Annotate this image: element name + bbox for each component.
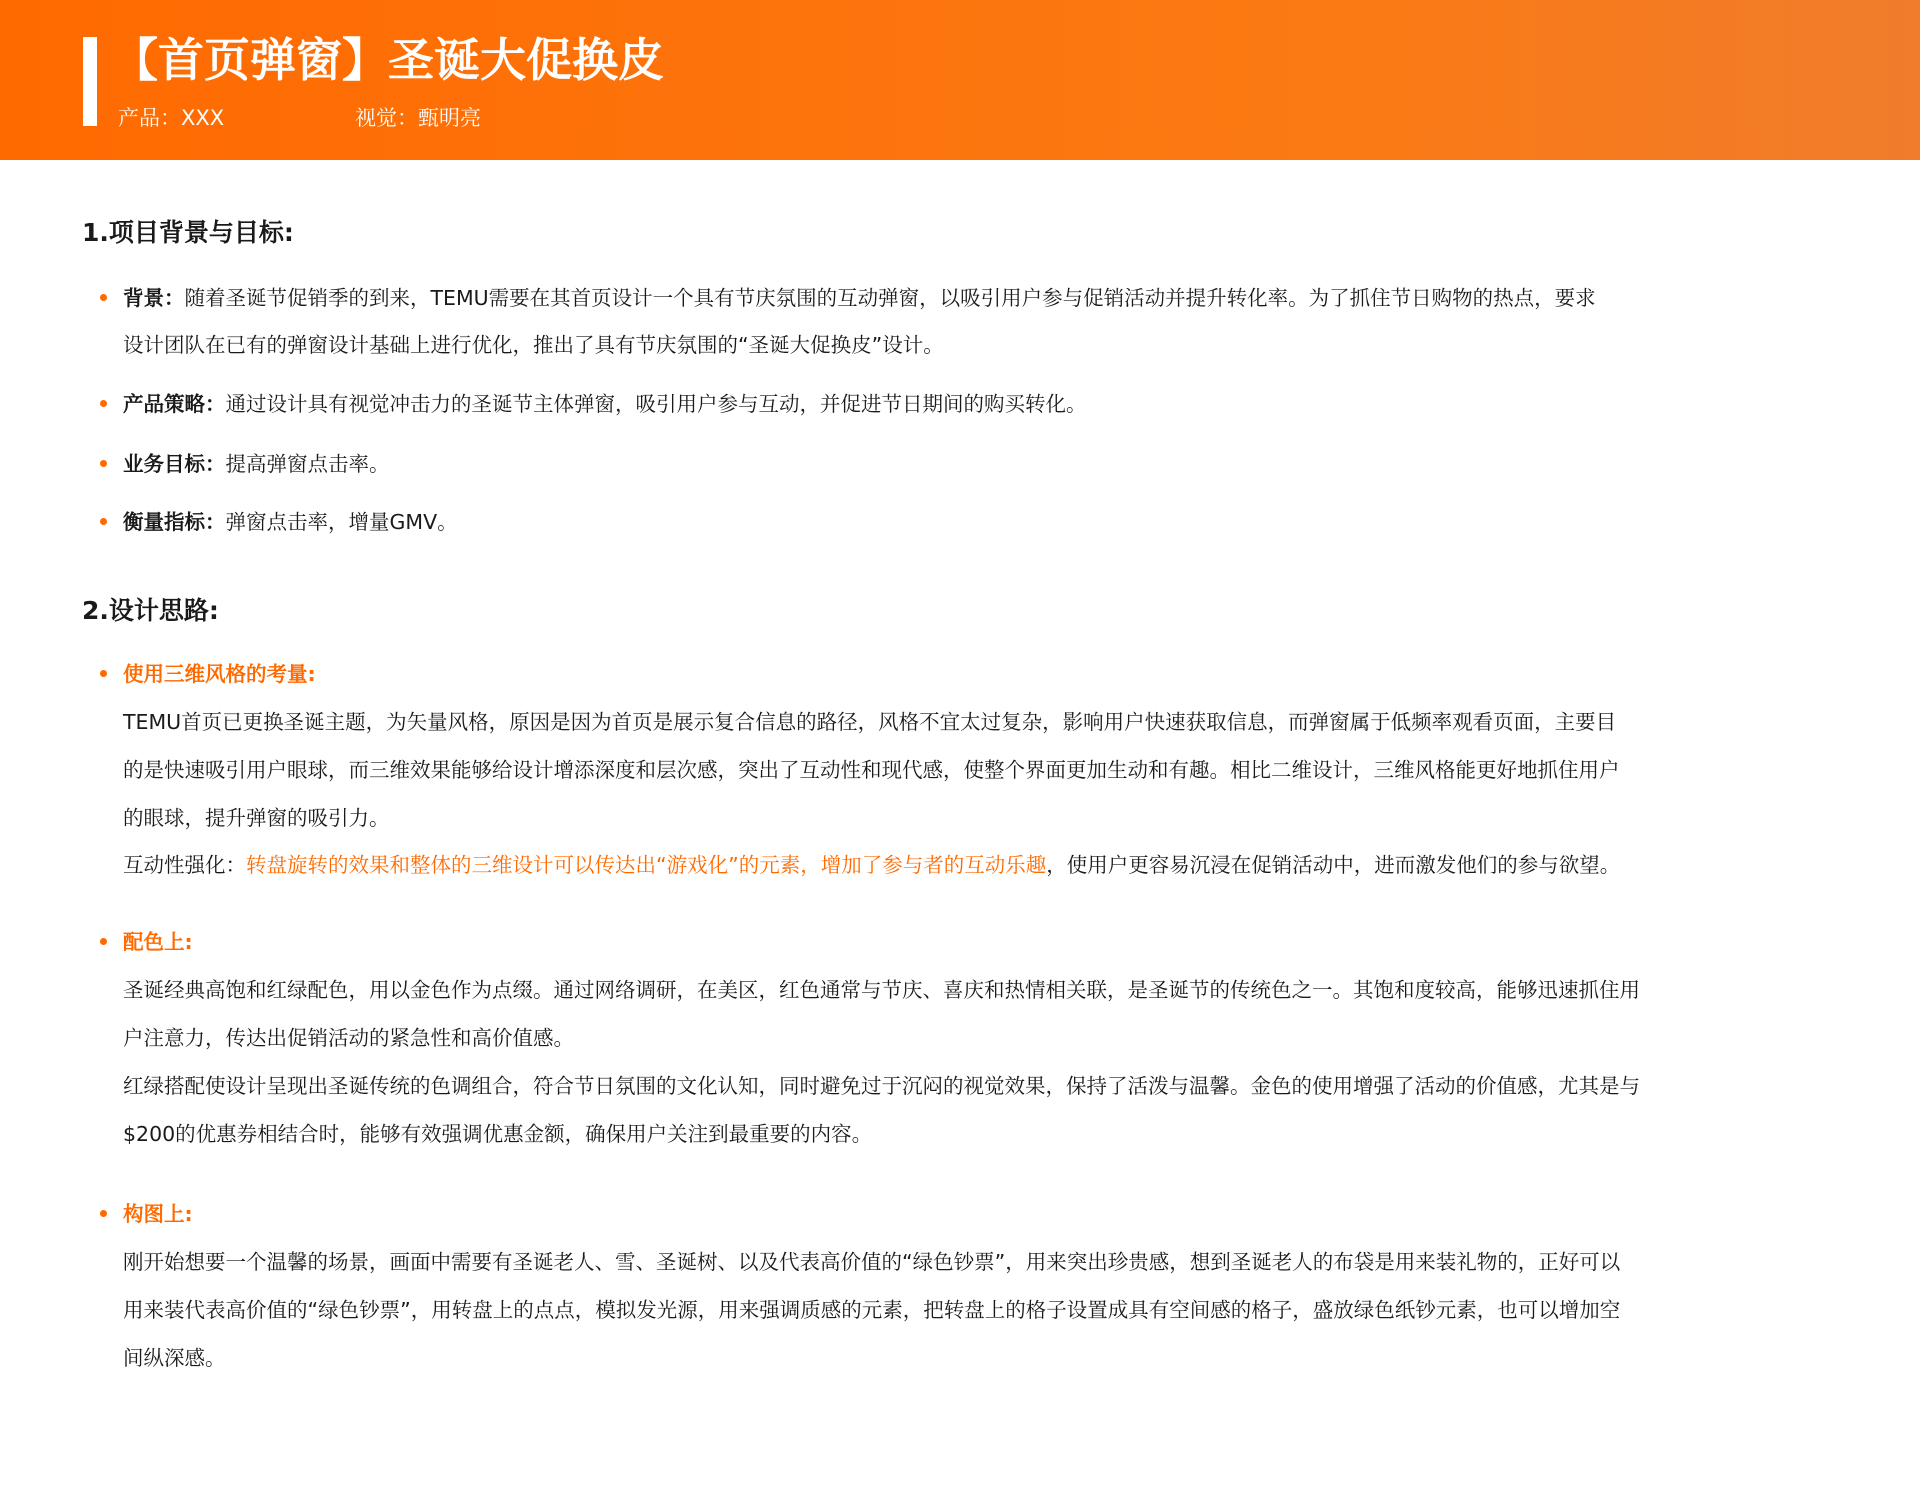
background-line-1 [123, 283, 1596, 313]
bullet-icon [100, 938, 107, 945]
background-label: 背景： [123, 286, 185, 310]
section-title-design: 2.设计思路: [82, 596, 219, 625]
visual-designer: 视觉：甄明亮 [355, 106, 481, 130]
bullet-icon [100, 518, 107, 525]
goal-label: 业务目标： [123, 452, 226, 476]
strategy-line [123, 389, 1087, 419]
composition-line-2: 用来装代表高价值的“绿色钞票”，用转盘上的点点，模拟发光源，用来强调质感的元素，把转盘上的格子设置成具有空间感的格子，盛放绿色纸钞元素，也可以增加空 [123, 1298, 1621, 1322]
bullet-icon [100, 400, 107, 407]
composition-subtitle: 构图上: [123, 1202, 193, 1226]
interact-rest: ，使用户更容易沉浸在促销活动中，进而激发他们的参与欲望。 [1046, 853, 1621, 877]
bullet-icon [100, 460, 107, 467]
interact-highlight: 转盘旋转的效果和整体的三维设计可以传达出“游戏化”的元素，增加了参与者的互动乐趣 [246, 853, 1047, 877]
color-subtitle: 配色上: [123, 930, 193, 954]
interact-label: 互动性强化： [123, 853, 246, 877]
bullet-icon [100, 294, 107, 301]
composition-line-1: 刚开始想要一个温馨的场景，画面中需要有圣诞老人、雪、圣诞树、以及代表高价值的“绿色钞票”，用来突出珍贵感，想到圣诞老人的布袋是用来装礼物的，正好可以 [123, 1250, 1621, 1274]
goal-line [123, 449, 390, 479]
metric-line [123, 507, 458, 537]
color-line-3: 红绿搭配使设计呈现出圣诞传统的色调组合，符合节日氛围的文化认知，同时避免过于沉闷的视觉效果，保持了活泼与温馨。金色的使用增强了活动的价值感，尤其是与 [123, 1074, 1640, 1098]
style-interact-line [123, 850, 1620, 880]
composition-line-3: 间纵深感。 [123, 1346, 226, 1370]
style-line-2: 的是快速吸引用户眼球，而三维效果能够给设计增添深度和层次感，突出了互动性和现代感，使整个界面更加生动和有趣。相比二维设计，三维风格能更好地抓住用户 [123, 758, 1620, 782]
style-line-3: 的眼球，提升弹窗的吸引力。 [123, 806, 390, 830]
section-title-background: 1.项目背景与目标: [82, 218, 294, 247]
metric-label: 衡量指标： [123, 510, 226, 534]
strategy-text: 通过设计具有视觉冲击力的圣诞节主体弹窗，吸引用户参与互动，并促进节日期间的购买转化。 [225, 392, 1087, 416]
background-line-2: 设计团队在已有的弹窗设计基础上进行优化，推出了具有节庆氛围的“圣诞大促换皮”设计。 [123, 333, 944, 357]
metric-text: 弹窗点击率，增量GMV。 [225, 510, 458, 534]
bullet-icon [100, 1210, 107, 1217]
bullet-icon [100, 670, 107, 677]
title-accent-bar [83, 37, 97, 126]
goal-text: 提高弹窗点击率。 [225, 452, 390, 476]
header-banner [0, 0, 1920, 160]
style-subtitle: 使用三维风格的考量: [123, 662, 316, 686]
strategy-label: 产品策略： [123, 392, 226, 416]
page-title: 【首页弹窗】圣诞大促换皮 [112, 33, 664, 87]
style-line-1: TEMU首页已更换圣诞主题，为矢量风格，原因是因为首页是展示复合信息的路径，风格不宜太过复杂，影响用户快速获取信息，而弹窗属于低频率观看页面，主要目 [123, 710, 1617, 734]
color-line-1: 圣诞经典高饱和红绿配色，用以金色作为点缀。通过网络调研，在美区，红色通常与节庆、喜庆和热情相关联，是圣诞节的传统色之一。其饱和度较高，能够迅速抓住用 [123, 978, 1640, 1002]
product-owner: 产品：XXX [118, 106, 225, 130]
color-line-2: 户注意力，传达出促销活动的紧急性和高价值感。 [123, 1026, 574, 1050]
color-line-4: $200的优惠券相结合时，能够有效强调优惠金额，确保用户关注到最重要的内容。 [123, 1122, 873, 1146]
background-text: 随着圣诞节促销季的到来，TEMU需要在其首页设计一个具有节庆氛围的互动弹窗，以吸引用户参与促销活动并提升转化率。为了抓住节日购物的热点，要求 [184, 286, 1596, 310]
